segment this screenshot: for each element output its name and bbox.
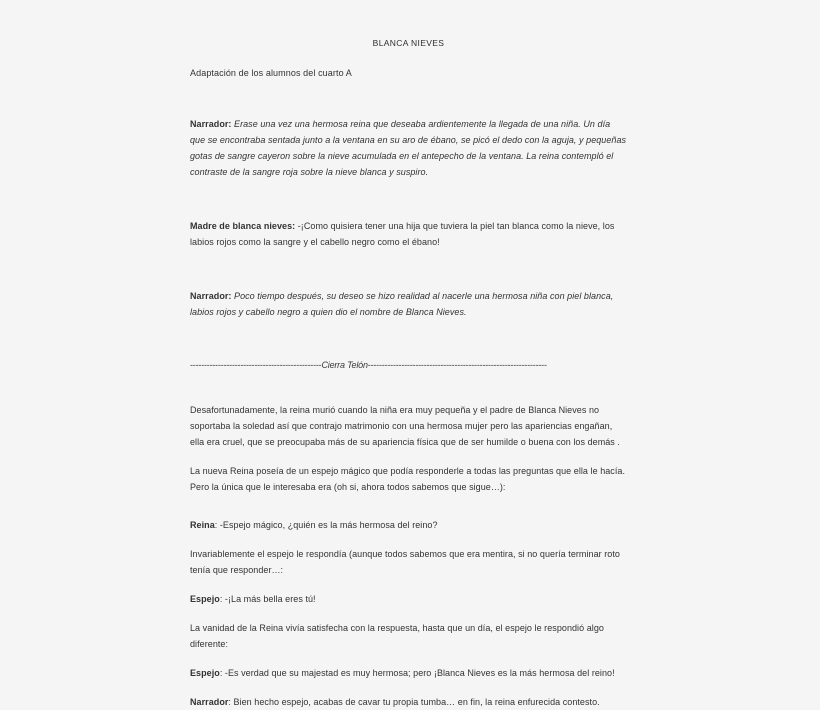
line-text: : Bien hecho espejo, acabas de cavar tu propia tumba… en fin, la reina enfurecida contesto. [228, 697, 600, 707]
script-line [190, 218, 627, 250]
narrative-paragraph [190, 546, 627, 578]
paragraph-text: La vanidad de la Reina vivía satisfecha con la respuesta, hasta que un día, el espejo le respondió algo diferente: [190, 623, 604, 649]
line-text: Erase una vez una hermosa reina que deseaba ardientemente la llegada de una niña. Un día que se encontraba sentada junto a la ventana en su aro de ébano, se picó el dedo con la aguja, y pequeñas gotas de sangre cayeron sobre la nieve acumulada en el antepecho de la ventana. La reina contempló el contraste de la sangre roja sobre la nieve blanca y suspiro. [190, 119, 627, 177]
separator-label: Cierra Telón [321, 360, 368, 370]
separator-dashes-left: ----------------------------------------------- [190, 360, 322, 370]
script-line [190, 665, 627, 681]
speaker-label: Narrador [190, 697, 229, 707]
line-text: -¡Como quisiera tener una hija que tuviera la piel tan blanca como la nieve, los labios rojos como la sangre y el cabello negro como el ébano! [190, 221, 615, 247]
script-line [190, 694, 627, 710]
scene-separator [190, 358, 627, 372]
line-text: Poco tiempo después, su deseo se hizo realidad al nacerle una hermosa niña con piel blanca, labios rojos y cabello negro a quien dio el nombre de Blanca Nieves. [190, 291, 614, 317]
paragraph-text: Desafortunadamente, la reina murió cuando la niña era muy pequeña y el padre de Blanca Nieves no soportaba la soledad así que contrajo matrimonio con una hermosa mujer pero las apariencias engañan, ella era cruel, que se preocupaba más de su apariencia física que de ser humilde o buena con los demás . [190, 405, 620, 447]
script-line [190, 116, 627, 180]
speaker-label: Narrador: [190, 119, 232, 129]
speaker-label: Espejo [190, 594, 220, 604]
paragraph-text: Invariablemente el espejo le respondía (aunque todos sabemos que era mentira, si no quería terminar roto tenía que responder…: [190, 549, 620, 575]
script-line [190, 288, 627, 320]
document-content [190, 0, 627, 710]
script-line [190, 591, 627, 607]
speaker-label: Narrador: [190, 291, 232, 301]
line-text: : -Es verdad que su majestad es muy hermosa; pero ¡Blanca Nieves es la más hermosa del reino! [219, 668, 615, 678]
narrative-paragraph [190, 463, 627, 495]
narrative-paragraph [190, 620, 627, 652]
script-line [190, 517, 627, 533]
speaker-label: Espejo [190, 668, 220, 678]
speaker-label: Madre de blanca nieves: [190, 221, 296, 231]
document-subtitle: Adaptación de los alumnos del cuarto A [190, 68, 352, 78]
separator-dashes-right: ---------------------------------------------------------------- [367, 360, 547, 370]
speaker-label: Reina [190, 520, 215, 530]
narrative-paragraph [190, 402, 627, 450]
line-text: : -Espejo mágico, ¿quién es la más hermosa del reino? [214, 520, 438, 530]
line-text: : -¡La más bella eres tú! [219, 594, 316, 604]
page-title: BLANCA NIEVES [372, 38, 445, 48]
paragraph-text: La nueva Reina poseía de un espejo mágico que podía responderle a todas las preguntas que ella le hacía. Pero la única que le interesaba era (oh si, ahora todos sabemos que sigue…): [190, 466, 626, 492]
